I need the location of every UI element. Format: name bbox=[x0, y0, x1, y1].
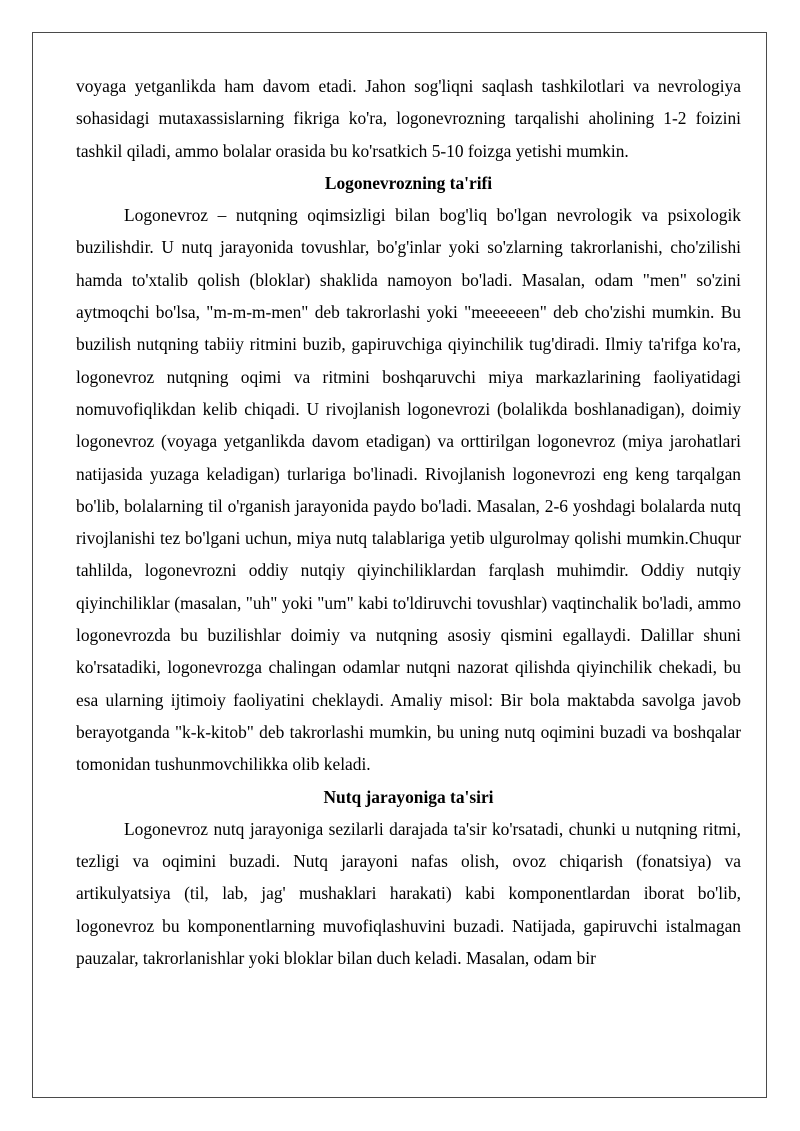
intro-paragraph: voyaga yetganlikda ham davom etadi. Jahon sog'liqni saqlash tashkilotlari va nevrologiya sohasidagi mutaxassislarning fikriga ko'ra, logonevrozning tarqalishi aholining 1-2 foizini tashkil qiladi, ammo bolalar orasida bu ko'rsatkich 5-10 foizga yetishi mumkin. bbox=[76, 76, 741, 161]
section-heading-definition: Logonevrozning ta'rifi bbox=[324, 172, 493, 193]
definition-paragraph: Logonevroz – nutqning oqimsizligi bilan bog'liq bo'lgan nevrologik va psixologik buzilishdir. U nutq jarayonida tovushlar, bo'g'inlar yoki so'zlarning takrorlanishi, cho'zilishi hamda to'xtalib qolish (bloklar) shaklida namoyon bo'ladi. Masalan, odam "men" so'zini aytmoqchi bo'lsa, "m-m-m-men" deb takrorlashi yoki "meeeeeen" deb cho'zishi mumkin. Bu buzilish nutqning tabiiy ritmini buzib, gapiruvchiga qiyinchilik tug'diradi. Ilmiy ta'rifga ko'ra, logonevroz nutqning oqimi va ritmini boshqaruvchi miya markazlarining faoliyatidagi nomuvofiqlikdan kelib chiqadi. U rivojlanish logonevrozi (bolalikda boshlanadigan), doimiy logonevroz (voyaga yetganlikda davom etadigan) va orttirilgan logonevroz (miya jarohatlari natijasida yuzaga keladigan) turlariga bo'linadi. Rivojlanish logonevrozi eng keng tarqalgan bo'lib, bolalarning til o'rganish jarayonida paydo bo'ladi. Masalan, 2-6 yoshdagi bolalarda nutq rivojlanishi tez bo'lgani uchun, miya nutq talablariga yetib ulgurolmay qolishi mumkin.Chuqur tahlilda, logonevrozni oddiy nutqiy qiyinchiliklardan farqlash muhimdir. Oddiy nutqiy qiyinchiliklar (masalan, "uh" yoki "um" kabi to'ldiruvchi tovushlar) vaqtinchalik bo'ladi, ammo logonevrozda bu buzilishlar doimiy va nutqning asosiy qismini egallaydi. Dalillar shuni ko'rsatadiki, logonevrozga chalingan odamlar nutqni nazorat qilishda qiyinchilik chekadi, bu esa ularning ijtimoiy faoliyatini cheklaydi. Amaliy misol: Bir bola maktabda savolga javob berayotganda "k-k-kitob" deb takrorlashi mumkin, bu uning nutq oqimini buzadi va boshqalar tomonidan tushunmovchilikka olib keladi. bbox=[76, 205, 741, 775]
speech-impact-paragraph: Logonevroz nutq jarayoniga sezilarli darajada ta'sir ko'rsatadi, chunki u nutqning ritmi, tezligi va oqimini buzadi. Nutq jarayoni nafas olish, ovoz chiqarish (fonatsiya) va artikulyatsiya (til, lab, jag' mushaklari harakati) kabi komponentlardan iborat bo'lib, logonevroz bu komponentlarning muvofiqlashuvini buzadi. Natijada, gapiruvchi istalmagan pauzalar, takrorlanishlar yoki bloklar bilan duch keladi. Masalan, odam bir bbox=[76, 818, 741, 969]
document-body bbox=[76, 70, 741, 974]
section-heading-speech-impact: Nutq jarayoniga ta'siri bbox=[323, 786, 494, 807]
